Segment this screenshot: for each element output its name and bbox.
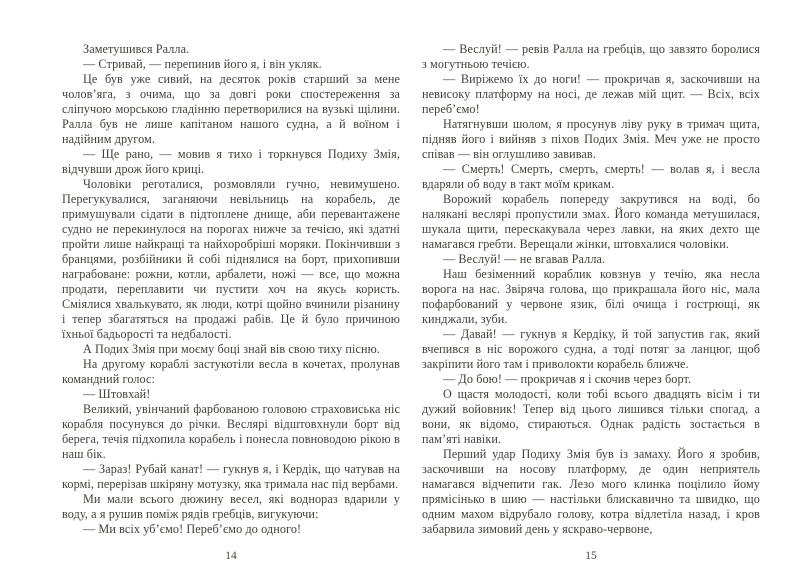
page-left-number: 14 bbox=[225, 550, 237, 562]
page-left-text bbox=[62, 42, 400, 537]
paragraph: — До бою! — прокричав я і скочив через борт. bbox=[443, 372, 692, 386]
page-right bbox=[422, 42, 760, 562]
page-right-text bbox=[422, 42, 760, 537]
paragraph: — Стривай, — перепинив його я, і він укляк. bbox=[83, 57, 322, 71]
paragraph: — Смерть! Смерть, смерть, смерть! — волав я, і весла вдаряли об воду в такт моїм крикам. bbox=[422, 162, 760, 191]
paragraph: — Виріжемо їх до ноги! — прокричав я, заскочивши на невисоку платформу на носі, де лежав мій щит. — Всіх, всіх переб’ємо! bbox=[422, 72, 760, 116]
paragraph: Ми мали всього дюжину весел, які воднораз вдарили у воду, а я рушив поміж рядів гребців, вигукуючи: bbox=[62, 492, 400, 521]
paragraph: — Ще рано, — мовив я тихо і торкнувся Подиху Змія, відчувши дрож його криці. bbox=[62, 147, 400, 176]
paragraph: А Подих Змія при моєму боці знай вів свою тиху пісню. bbox=[83, 342, 380, 356]
paragraph: Великий, увінчаний фарбованою головою страховиська ніс корабля посунувся до річки. Веслярі відштовхнули борт від берега, течія підхопила корабель і понесла повноводою рікою в наш бік. bbox=[62, 402, 400, 461]
page-right-number: 15 bbox=[585, 550, 597, 562]
paragraph: Натягнувши шолом, я просунув ліву руку в тримач щита, підняв його і вийняв з піхов Подих Змія. Меч уже не просто співав — він оглушливо завивав. bbox=[422, 117, 760, 161]
paragraph: Ворожий корабель попереду закрутився на воді, бо налякані веслярі пропустили змах. Його команда метушилася, шукала щити, перескакувала через лавки, на яких дехто ще намагався гребти. Верещали жінки, штовхалися чоловіки. bbox=[422, 192, 760, 251]
paragraph: О щастя молодості, коли тобі всього двадцять вісім і ти дужий войовник! Тепер від цього лишився тільки спогад, а вони, як відомо, стираються. Однак радість зостається в пам’яті навіки. bbox=[422, 387, 760, 446]
paragraph: Це був уже сивий, на десяток років старший за мене чолов’яга, з очима, що за довгі роки спостереження за сліпучою морською гладінню перетворилися на вузькі щілини. Ралла був не лише капітаном нашого судна, а й воїном і надійним другом. bbox=[62, 72, 400, 146]
page-left bbox=[62, 42, 400, 562]
paragraph: — Зараз! Рубай канат! — гукнув я, і Кердік, що чатував на кормі, перерізав шкіряну мотузку, яка тримала нас під вербами. bbox=[62, 462, 400, 491]
paragraph: — Веслуй! — не вгавав Ралла. bbox=[443, 252, 606, 266]
paragraph: — Штовхай! bbox=[83, 387, 151, 401]
paragraph: — Давай! — гукнув я Кердіку, й той запустив гак, який вчепився в ніс ворожого судна, а тоді потяг за ланцюг, щоб закріпити його там і приволокти корабель ближче. bbox=[422, 327, 760, 371]
paragraph: Перший удар Подиху Змія був із замаху. Його я зробив, заскочивши на носову платформу, де один неприятель намагався відчепити гак. Лезо мого клинка поцілило йому прямісінько в шию — настільки блискавично та швидко, що одним махом відрубало голову, котра відлетіла назад, і кров забарвила зимовий день у яскраво-червоне, bbox=[422, 447, 760, 536]
paragraph: — Веслуй! — ревів Ралла на гребців, що завзято боролися з могутньою течією. bbox=[422, 42, 760, 71]
paragraph: — Ми всіх уб’ємо! Переб’ємо до одного! bbox=[83, 522, 302, 536]
paragraph: Заметушився Ралла. bbox=[83, 42, 190, 56]
paragraph: Чоловіки реготалися, розмовляли гучно, невимушено. Перегукувалися, заганяючи невільниць на корабель, де примушували сідати в підтоплене днище, аби перевантажене судно не перекинулося на порогах нижче за течією, які здатні пройти лише найкращі та найхоробріші моряки. Покінчивши з бранцями, розбійники й собі піднялися на борт, прихопивши награбоване: рожни, котли, арбалети, ножі — все, що можна продати, переплавити чи пустити хоч на якусь користь. Сміялися хвалькувато, як люди, котрі щойно вчинили різанину і тепер збагатяться на продажі рабів. Це й було причиною їхньої бадьорості та недбалості. bbox=[62, 177, 400, 341]
paragraph: На другому кораблі застукотіли весла в кочетах, пролунав командний голос: bbox=[62, 357, 400, 386]
paragraph: Наш безіменний кораблик ковзнув у течію, яка несла ворога на нас. Звіряча голова, що прикрашала його ніс, мала пофарбований у червоне язик, білі очища і гострющі, як кинджали, зуби. bbox=[422, 267, 760, 326]
